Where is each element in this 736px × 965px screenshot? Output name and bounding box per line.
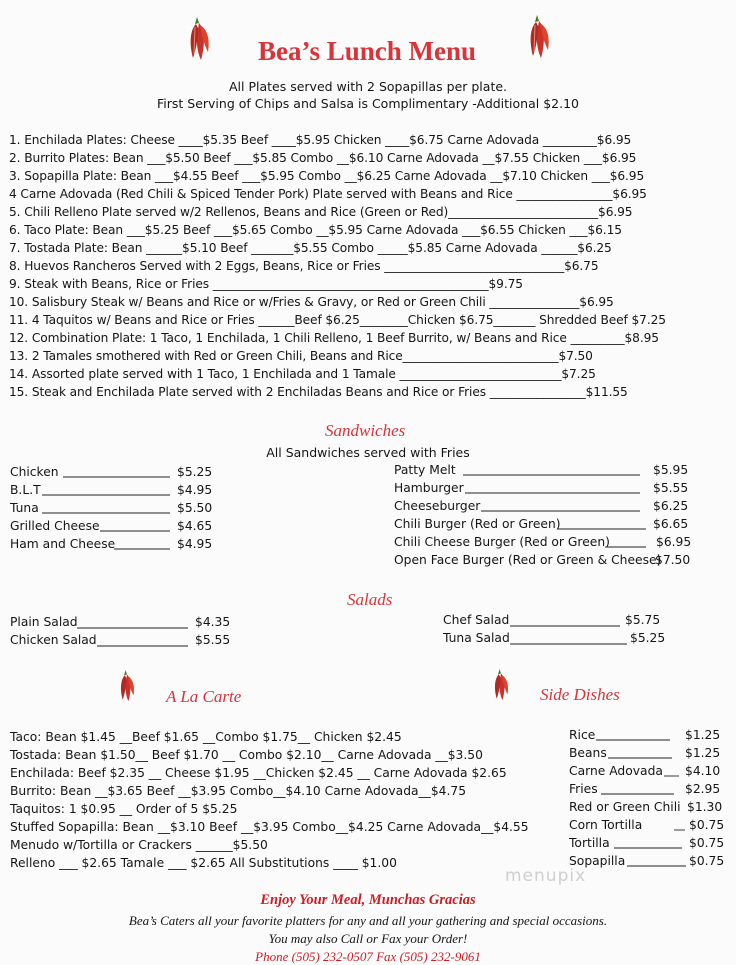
alacarte-line: Burrito: Bean __$3.65 Beef __$3.95 Combo__$4.10 Carne Adovada__$4.75 (10, 784, 467, 798)
sandwich-item: Chili Burger (Red or Green) (394, 517, 561, 531)
watermark: menupix (505, 866, 587, 886)
sandwich-item: Cheeseburger (394, 499, 481, 513)
sandwich-item: Ham and Cheese (10, 537, 116, 551)
alacarte-line: Menudo w/Tortilla or Crackers ______$5.50 (10, 838, 268, 852)
sandwich-price: $5.55 (653, 481, 689, 495)
sandwich-price: $6.95 (656, 535, 692, 549)
salad-item: Chef Salad (443, 613, 510, 627)
alacarte-line: Taquitos: 1 $0.95 __ Order of 5 $5.25 (10, 802, 238, 816)
alacarte-line: Enchilada: Beef $2.35 __ Cheese $1.95 __Chicken $2.45 __ Carne Adovada $2.65 (10, 766, 507, 780)
sandwich-item: Grilled Cheese (10, 519, 100, 533)
menu-title: Bea’s Lunch Menu (258, 36, 477, 66)
plate-item: 13. 2 Tamales smothered with Red or Green Chili, Beans and Rice__________________________$7.50 (9, 349, 593, 363)
plate-item: 7. Tostada Plate: Bean ______$5.10 Beef _______$5.55 Combo _____$5.85 Carne Adovada ______$6.25 (9, 241, 612, 255)
side-price: $1.25 (685, 728, 721, 742)
plate-item: 1. Enchilada Plates: Cheese ____$5.35 Beef ____$5.95 Chicken ____$6.75 Carne Adovada _________$6.95 (9, 133, 632, 147)
sandwich-item: Chili Cheese Burger (Red or Green) (394, 535, 610, 549)
side-item: Red or Green Chili (569, 800, 681, 814)
plate-item: 5. Chili Relleno Plate served w/2 Rellenos, Beans and Rice (Green or Red)_________________________$6.95 (9, 205, 633, 219)
salad-price: $5.55 (195, 633, 231, 647)
plate-item: 4 Carne Adovada (Red Chili & Spiced Tender Pork) Plate served with Beans and Rice ________________$6.95 (9, 187, 647, 201)
side-price: $0.75 (689, 818, 725, 832)
alacarte-line: Tostada: Bean $1.50__ Beef $1.70 __ Combo $2.10__ Carne Adovada __$3.50 (10, 748, 483, 762)
sandwich-price: $4.95 (177, 537, 213, 551)
side-price: $1.30 (687, 800, 723, 814)
plate-item: 14. Assorted plate served with 1 Taco, 1 Enchilada and 1 Tamale ___________________________$7.25 (9, 367, 596, 381)
sandwiches-subtitle: All Sandwiches served with Fries (266, 445, 470, 460)
side-price: $0.75 (689, 836, 725, 850)
sandwich-item: Chicken (10, 465, 59, 479)
side-item: Rice (569, 728, 596, 742)
sandwich-price: $5.95 (653, 463, 689, 477)
alacarte-line: Stuffed Sopapilla: Bean __$3.10 Beef __$3.95 Combo__$4.25 Carne Adovada__$4.55 (10, 820, 529, 834)
plate-item: 6. Taco Plate: Bean ___$5.25 Beef ___$5.65 Combo __$5.95 Carne Adovada ___$6.55 Chicken ___$6.15 (9, 223, 622, 237)
side-item: Tortilla (569, 836, 610, 850)
side-price: $0.75 (689, 854, 725, 868)
side-item: Corn Tortilla (569, 818, 643, 832)
plate-item: 10. Salisbury Steak w/ Beans and Rice or w/Fries & Gravy, or Red or Green Chili _______________$6.95 (9, 295, 614, 309)
plate-item: 15. Steak and Enchilada Plate served with 2 Enchiladas Beans and Rice or Fries ________________$11.55 (9, 385, 628, 399)
sandwich-price: $6.25 (653, 499, 689, 513)
phone-line: Phone (505) 232-0507 Fax (505) 232-9061 (255, 949, 481, 964)
sandwich-item: Tuna (10, 501, 39, 515)
salad-item: Tuna Salad (443, 631, 510, 645)
side-dishes-heading: Side Dishes (540, 685, 620, 704)
sandwich-price: $5.25 (177, 465, 213, 479)
sandwich-item: Patty Melt (394, 463, 456, 477)
alacarte-line: Taco: Bean $1.45 __Beef $1.65 __Combo $1.75__ Chicken $2.45 (10, 730, 402, 744)
side-item: Fries (569, 782, 598, 796)
sandwiches-heading: Sandwiches (325, 421, 406, 440)
sandwich-price: $7.50 (655, 553, 691, 567)
salad-item: Plain Salad (10, 615, 78, 629)
plate-item: 11. 4 Taquitos w/ Beans and Rice or Fries ______Beef $6.25________Chicken $6.75_______ Shredded Beef $7.25 (9, 313, 666, 327)
intro-line-2: First Serving of Chips and Salsa is Complimentary -Additional $2.10 (156, 96, 579, 111)
plate-item: 12. Combination Plate: 1 Taco, 1 Enchilada, 1 Chili Relleno, 1 Beef Burrito, w/ Beans and Rice _________$8.95 (9, 331, 659, 345)
caters-line: Bea’s Caters all your favorite platters for any and all your gathering and special occasions. (128, 913, 608, 928)
plate-item: 9. Steak with Beans, Rice or Fries ______________________________________________$9.75 (9, 277, 523, 291)
plate-item: 3. Sopapilla Plate: Bean ___$4.55 Beef ___$5.95 Combo __$6.25 Carne Adovada __$7.10 Chicken ___$6.95 (9, 169, 645, 183)
salad-price: $5.75 (625, 613, 661, 627)
sandwich-price: $4.65 (177, 519, 213, 533)
salad-price: $4.35 (195, 615, 231, 629)
call-line: You may also Call or Fax your Order! (268, 931, 468, 946)
intro-line-1: All Plates served with 2 Sopapillas per plate. (228, 79, 508, 94)
sandwich-price: $6.65 (653, 517, 689, 531)
plate-item: 2. Burrito Plates: Bean ___$5.50 Beef ___$5.85 Combo __$6.10 Carne Adovada __$7.55 Chicken ___$6.95 (9, 151, 637, 165)
thanks-line: Enjoy Your Meal, Munchas Gracias (260, 892, 476, 908)
sandwich-item: Hamburger (394, 481, 464, 495)
alacarte-line: Relleno ___ $2.65 Tamale ___ $2.65 All Substitutions ____ $1.00 (10, 856, 397, 870)
side-price: $2.95 (685, 782, 721, 796)
side-price: $1.25 (685, 746, 721, 760)
side-item: Carne Adovada (569, 764, 663, 778)
sandwich-price: $5.50 (177, 501, 213, 515)
side-item: Sopapilla (569, 854, 626, 868)
side-price: $4.10 (685, 764, 721, 778)
sandwich-price: $4.95 (177, 483, 213, 497)
sandwich-item: B.L.T (10, 483, 41, 497)
side-item: Beans (569, 746, 607, 760)
plate-item: 8. Huevos Rancheros Served with 2 Eggs, Beans, Rice or Fries ______________________________$6.75 (9, 259, 599, 273)
salads-heading: Salads (347, 590, 393, 609)
salad-item: Chicken Salad (10, 633, 97, 647)
alacarte-heading: A La Carte (166, 687, 242, 706)
sandwich-item: Open Face Burger (Red or Green & Cheese) (394, 553, 662, 567)
salad-price: $5.25 (630, 631, 666, 645)
